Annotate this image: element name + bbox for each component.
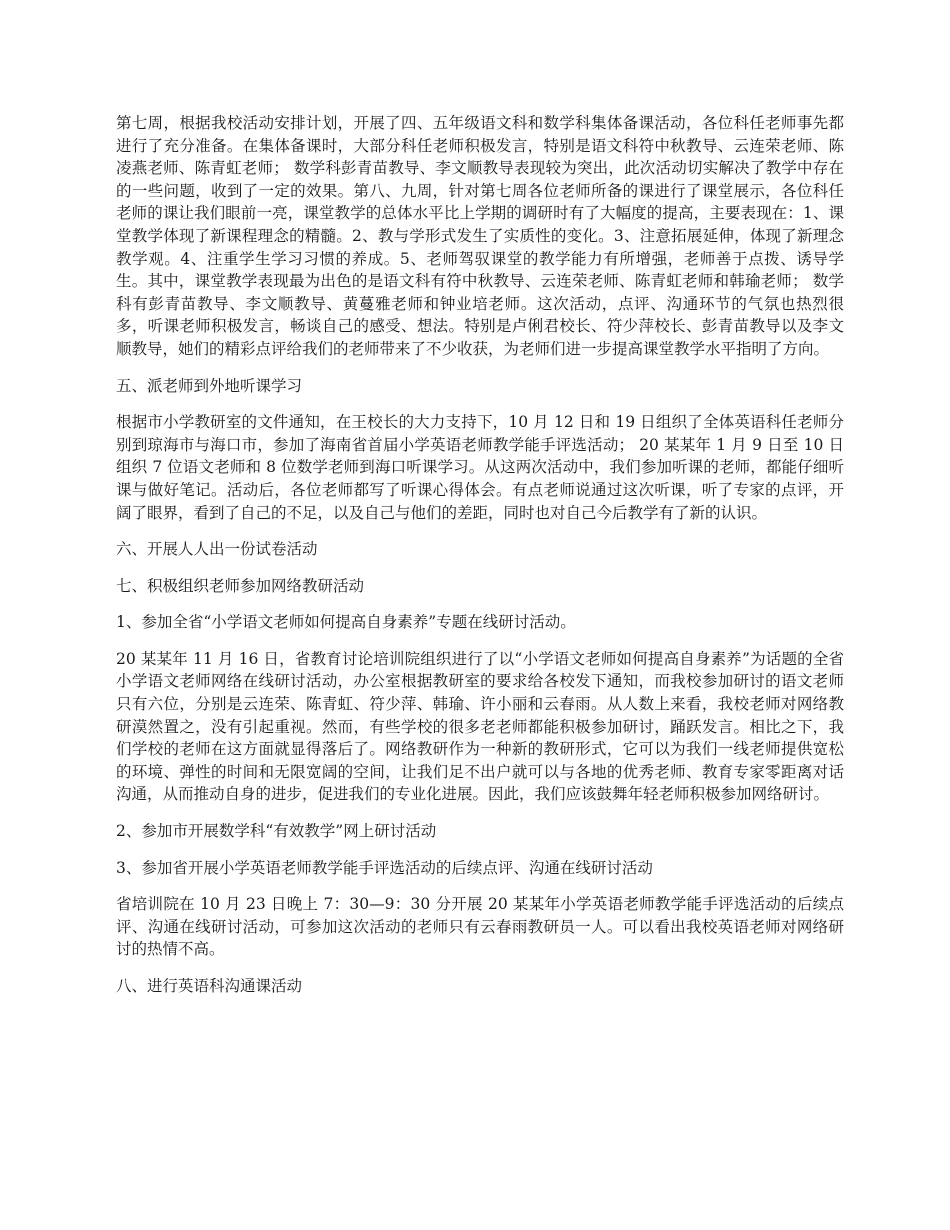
document-body (116, 112, 844, 1012)
paragraph-week-seven-activities: 第七周，根据我校活动安排计划，开展了四、五年级语文科和数学科集体备课活动，各位科任老师事先都进行了充分准备。在集体备课时，大部分科任老师积极发言，特别是语文科符中秋教导、云连荣老师、陈凌燕老师、陈青虹老师； 数学科彭青苗教导、李文顺教导表现较为突出，此次活动切实解决了教学中存在的一些问题，收到了一定的效果。第八、九周，针对第七周各位老师所备的课进行了课堂展示，各位科任老师的课让我们眼前一亮，课堂教学的总体水平比上学期的调研时有了大幅度的提高，主要表现在：1、课堂教学体现了新课程理念的精髓。2、教与学形式发生了实质性的变化。3、注意拓展延伸，体现了新理念教学观。4、注重学生学习习惯的养成。5、老师驾驭课堂的教学能力有所增强，老师善于点拨、诱导学生。其中，课堂教学表现最为出色的是语文科有符中秋教导、云连荣老师、陈青虹老师和韩瑜老师； 数学科有彭青苗教导、李文顺教导、黄蔓雅老师和钟业培老师。这次活动，点评、沟通环节的气氛也热烈很多，听课老师积极发言，畅谈自己的感受、想法。特别是卢俐君校长、符少萍校长、彭青苗教导以及李文顺教导，她们的精彩点评给我们的老师带来了不少收获，为老师们进一步提高课堂教学水平指明了方向。 (116, 114, 844, 358)
paragraph-online-chinese-seminar: 20 某某年 11 月 16 日，省教育讨论培训院组织进行了以“小学语文老师如何提高自身素养”为话题的全省小学语文老师网络在线研讨活动，办公室根据教研室的要求给各校发下通知，而我校参加研讨的语文老师只有六位，分别是云连荣、陈青虹、符少萍、韩瑜、许小丽和云春雨。从人数上来看，我校老师对网络教研漠然置之，没有引起重视。然而，有些学校的很多老老师都能积极参加研讨，踊跃发言。相比之下，我们学校的老师在这方面就显得落后了。网络教研作为一种新的教研形式，它可以为我们一线老师提供宽松的环境、弹性的时间和无限宽阔的空间，让我们足不出户就可以与各地的优秀老师、教育专家零距离对话沟通，从而推动自身的进步，促进我们的专业化进展。因此，我们应该鼓舞年轻老师积极参加网络研讨。 (116, 649, 844, 804)
section-heading-seven: 七、积极组织老师参加网络教研活动 (116, 576, 365, 595)
paragraph-english-online-review: 省培训院在 10 月 23 日晚上 7：30—9：30 分开展 20 某某年小学英语老师教学能手评选活动的后续点评、沟通在线研讨活动，可参加这次活动的老师只有云春雨教研员一人。可以看出我校英语老师对网络研讨的热情不高。 (116, 895, 844, 959)
section-heading-eight: 八、进行英语科沟通课活动 (116, 977, 303, 995)
section-heading-five: 五、派老师到外地听课学习 (116, 376, 303, 395)
subheading-seven-three: 3、参加省开展小学英语老师教学能手评选活动的后续点评、沟通在线研讨活动 (116, 858, 653, 877)
subheading-seven-one: 1、参加全省“小学语文老师如何提高自身素养”专题在线研讨活动。 (116, 613, 576, 632)
subheading-seven-two: 2、参加市开展数学科“有效教学”网上研讨活动 (116, 822, 437, 841)
section-heading-six: 六、开展人人出一份试卷活动 (116, 540, 318, 559)
paragraph-external-observation: 根据市小学教研室的文件通知，在王校长的大力支持下，10 月 12 日和 19 日组织了全体英语科任老师分别到琼海市与海口市，参加了海南省首届小学英语老师教学能手评选活动； 20 某某年 1 月 9 日至 10 日组织 7 位语文老师和 8 位数学老师到海口听课学习。从这两次活动中，我们参加听课的老师，都能仔细听课与做好笔记。活动后，各位老师都写了听课心得体会。有点老师说通过这次听课，听了专家的点评，开阔了眼界，看到了自己的不足，以及自己与他们的差距，同时也对自己今后教学有了新的认识。 (116, 413, 844, 522)
